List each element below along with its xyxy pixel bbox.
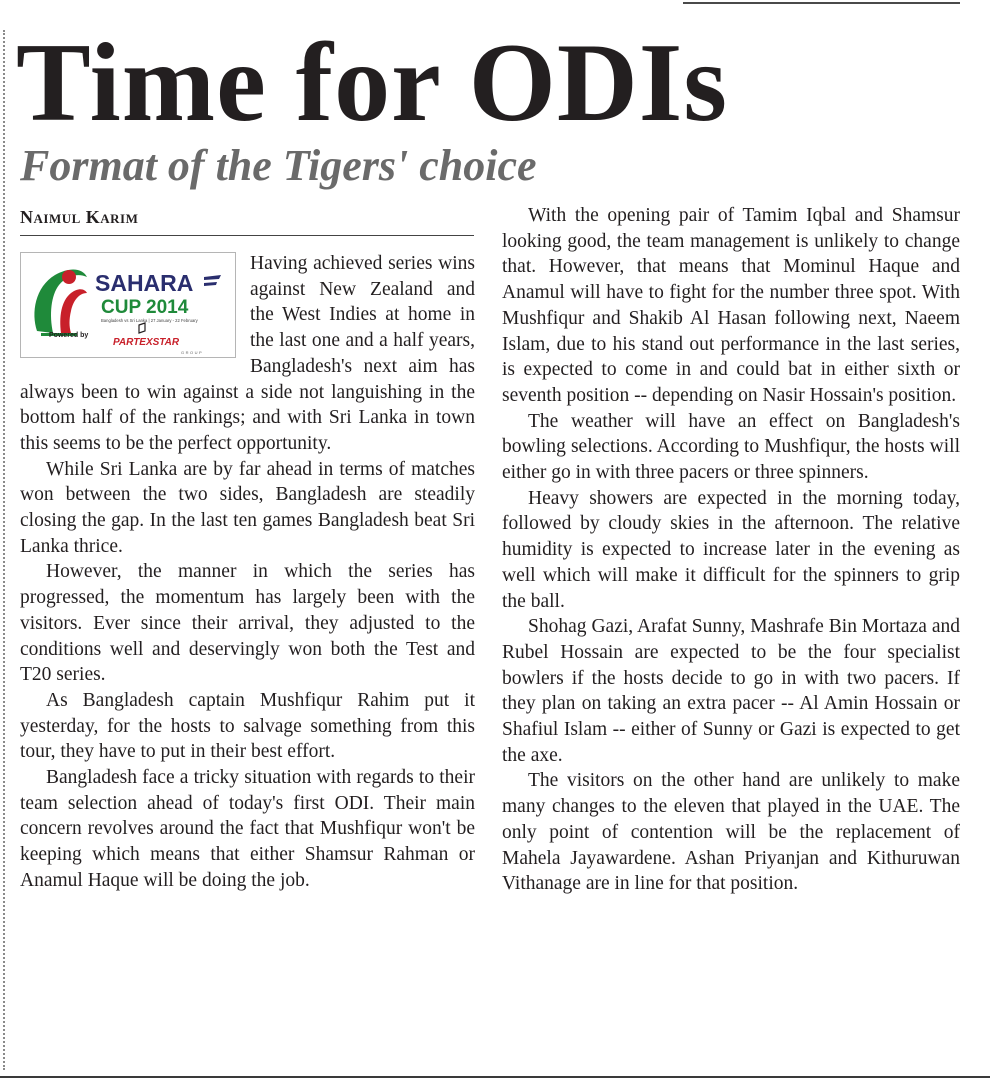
sahara-cup-logo-graphic xyxy=(21,253,235,357)
emblem-swoosh-red xyxy=(60,289,87,333)
byline: Naimul Karim xyxy=(20,205,474,236)
subheadline: Format of the Tigers' choice xyxy=(20,141,537,190)
logo-title: SAHARA xyxy=(95,270,194,296)
paragraph: The visitors on the other hand are unlikely to make many changes to the eleven that played in the UAE. The only point of contention will be the replacement of Mahela Jayawardene. Ashan Priyanjan and Kithuruwan Vithanage are in line for that position. xyxy=(502,770,960,895)
paragraph: However, the manner in which the series has progressed, the momentum has largely been with the visitors. Ever since their arrival, they adjusted to the conditions well and deservingly won both the Test and T20 series. xyxy=(20,561,475,686)
bottom-rule xyxy=(0,1076,990,1078)
logo-tagline: Bangladesh vs Sri Lanka | 27 January - 22 February xyxy=(101,318,198,323)
paragraph: Having achieved series wins against New Zealand and the West Indies at home in the last one and a half years, Bangladesh's next aim has always been to win against a side not languishing in the bottom half of the rankings; and with Sri Lanka in town this seems to be the perfect opportunity. xyxy=(20,253,475,454)
logo-powered-by: Powered by xyxy=(49,332,89,339)
paragraph: Bangladesh face a tricky situation with regards to their team selection ahead of today's first ODI. Their main concern revolves around the fact that Mushfiqur won't be keeping which means that either Shamsur Rahman or Anamul Haque will be doing the job. xyxy=(20,767,475,891)
logo-event: CUP 2014 xyxy=(101,297,189,318)
article-column-right xyxy=(502,203,960,897)
logo-speed-lines xyxy=(204,275,221,286)
paragraph: As Bangladesh captain Mushfiqur Rahim put it yesterday, for the hosts to salvage something from this tour, they have to put in their best effort. xyxy=(20,689,475,763)
partex-mark-icon xyxy=(139,323,145,333)
top-rule xyxy=(683,2,960,4)
headline: Time for ODIs xyxy=(16,21,728,145)
sahara-cup-logo xyxy=(20,252,236,358)
cricket-ball-icon xyxy=(62,270,76,284)
logo-sponsor: PARTEXSTAR xyxy=(113,337,180,348)
article-column-left xyxy=(20,251,475,894)
paragraph: With the opening pair of Tamim Iqbal and Shamsur looking good, the team management is unlikely to change that. However, that means that Mominul Haque and Anamul will have to fight for the number three spot. With Mushfiqur and Shakib Al Hasan following next, Naeem Islam, due to his stand out performance in the last series, is expected to come in and could bat in either sixth or seventh position -- depending on Nasir Hossain's position. xyxy=(502,205,960,406)
paragraph: While Sri Lanka are by far ahead in terms of matches won between the two sides, Bangladesh are steadily closing the gap. In the last ten games Bangladesh beat Sri Lanka thrice. xyxy=(20,458,475,557)
logo-sponsor-sub: GROUP xyxy=(181,350,204,355)
paragraph: Heavy showers are expected in the morning today, followed by cloudy skies in the afternoon. The relative humidity is expected to increase later in the evening as well which will make it difficult for the spinners to grip the ball. xyxy=(502,487,960,612)
column-dotted-rule xyxy=(3,30,5,1070)
paragraph: The weather will have an effect on Bangladesh's bowling selections. According to Mushfiqur, the hosts will either go in with three pacers or three spinners. xyxy=(502,410,960,484)
paragraph: Shohag Gazi, Arafat Sunny, Mashrafe Bin Mortaza and Rubel Hossain are expected to be the four specialist bowlers if the hosts decide to go in with two pacers. If they plan on taking an extra pacer -- Al Amin Hossain or Shafiul Islam -- either of Sunny or Gazi is expected to get the axe. xyxy=(502,616,960,766)
